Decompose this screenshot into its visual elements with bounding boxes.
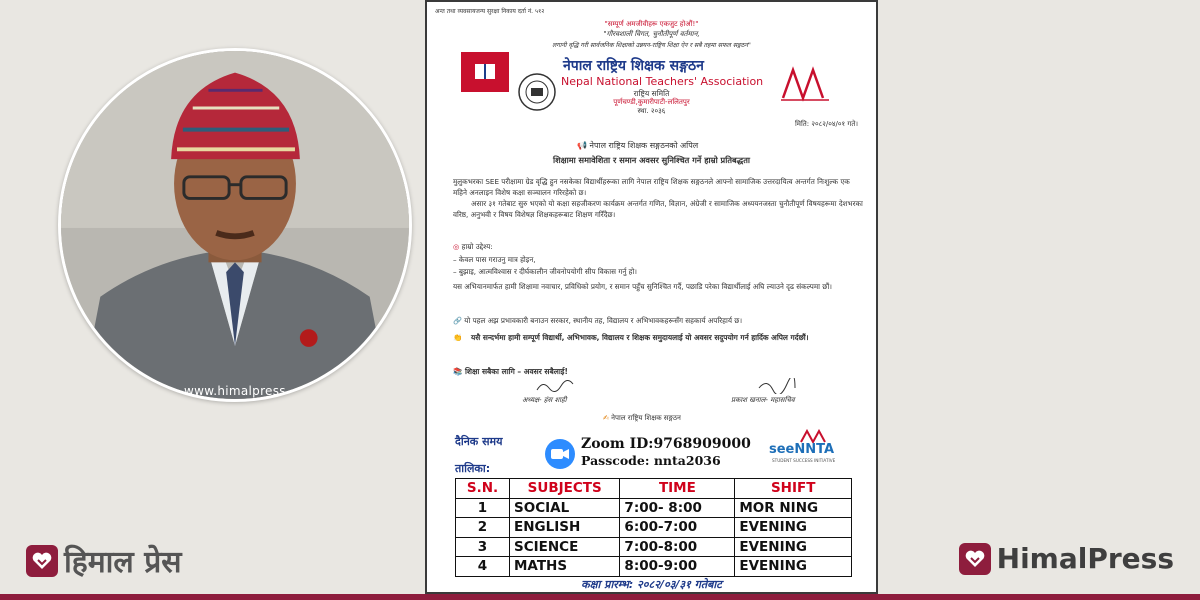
daily-time-label: दैनिक समय (455, 435, 503, 448)
paragraph-5: 👏 यसै सन्दर्भमा हामी सम्पूर्ण विद्यार्थी, अभिभावक, विद्यालय र शिक्षक समुदायलाई यो अवसर सदुपयोग गर्न हार्दिक अपिल गर्दछौं। (453, 333, 809, 342)
brand-text-english: HimalPress (996, 542, 1174, 575)
himalpress-logo-nepali (26, 540, 182, 581)
cell-subject: SCIENCE (510, 537, 620, 557)
heart-icon (959, 543, 991, 575)
see-nnta-tagline: STUDENT SUCCESS INITIATIVE (772, 458, 836, 463)
zoom-passcode: Passcode: nnta2036 (581, 453, 721, 468)
table-header-row (456, 479, 852, 499)
org-name-nepali: नेपाल राष्ट्रिय शिक्षक सङ्गठन (563, 58, 704, 74)
slogan-3: लगानी वृद्धि गरी सार्वजनिक शिक्षाको उन्नयन-राष्ट्रिय शिक्षा ऐन र सबै तहमा सफल सङ्गठन" (552, 42, 751, 49)
cell-sn: 1 (456, 498, 510, 518)
address-line: पूर्णचण्डी,कुमारीपाटी-ललितपुर (613, 98, 690, 106)
books-icon: 📚 (453, 367, 463, 376)
cell-sn: 3 (456, 537, 510, 557)
cell-sn: 2 (456, 518, 510, 538)
class-start-line: कक्षा प्रारम्भ: २०८२/०३/३१ गतेबाट (581, 578, 722, 591)
table-row (456, 537, 852, 557)
header-sn: S.N. (456, 479, 510, 499)
cell-shift: MOR NING (735, 498, 852, 518)
cell-shift: EVENING (735, 518, 852, 538)
aim-1: – केवल पास गराउनु मात्र होइन, (453, 255, 536, 264)
cell-subject: MATHS (510, 557, 620, 577)
writing-hand-icon: ✍ (603, 414, 609, 422)
flag-book-icon (461, 52, 509, 92)
closing-line: 📚 शिक्षा सबैका लागि – अवसर सबैलाई! (453, 367, 568, 376)
paragraph-3: यस अभियानमार्फत हामी शिक्षामा नवाचार, प्रविधिको प्रयोग, र समान पहुँच सुनिश्चित गर्दै, पछाडि परेका विद्यार्थीलाई अघि ल्याउने दृढ संकल्पमा छौं। (453, 282, 832, 291)
paragraph-4: 🔗 यो पहल अझ प्रभावकारी बनाउन सरकार, स्थानीय तह, विद्यालय र अभिभावकहरूसँग सहकार्य अपरिहार्य छ। (453, 316, 743, 325)
schedule-table (455, 478, 852, 577)
link-icon: 🔗 (453, 316, 462, 325)
paragraph-1: मुलुकभरका SEE परीक्षामा ग्रेड वृद्धि हुन नसकेका विद्यार्थीहरूका लागि नेपाल राष्ट्रिय शिक्षक सङ्गठनले आफ्नो सामाजिक उत्तरदायित्व अन्तर्गत निःशुल्क एक महिने अनलाइन विशेष कक्षा सञ्चालन गरिरहेको छ। (453, 177, 850, 197)
org-name-english: Nepal National Teachers' Association (561, 75, 764, 88)
brand-text-nepali: हिमाल प्रेस (64, 545, 182, 580)
cell-subject: ENGLISH (510, 518, 620, 538)
cell-shift: EVENING (735, 537, 852, 557)
signatory-1: अध्यक्ष- हंस शाही (522, 396, 567, 404)
cell-time: 6:00-7:00 (620, 518, 735, 538)
portrait-photo (58, 48, 412, 402)
cell-time: 7:00- 8:00 (620, 498, 735, 518)
table-row (456, 557, 852, 577)
zoom-icon (545, 439, 575, 469)
committee-name: राष्ट्रिय समिति (633, 89, 670, 98)
slogan-1: "सम्पूर्ण अमजीवीहरू एकजुट होऔं!" (604, 20, 699, 28)
handshake-icon: 👏 (453, 333, 463, 342)
paragraph-2: असार ३१ गतेबाट सुरु भएको यो कक्षा सहजीकरण कार्यक्रम अन्तर्गत गणित, विज्ञान, अंग्रेजी र सामाजिक अध्ययनजस्ता चुनौतीपूर्ण विषयहरूमा देशभरका वरिष्ठ, अनुभवी र विषय विशेषज्ञ शिक्षकहरूबाट शिक्षण गरिँदैछ। (453, 199, 863, 219)
notice-document (425, 0, 878, 594)
schedule-label: तालिका: (455, 462, 491, 475)
cell-shift: EVENING (735, 557, 852, 577)
established-line: स्था. २०३६ (637, 107, 666, 115)
registration-line: अन्त तथा व्यवसायजन्य सुरक्षा निकाय दर्ता नं. ५१२ (435, 8, 545, 15)
cell-time: 7:00-8:00 (620, 537, 735, 557)
cell-sn: 4 (456, 557, 510, 577)
see-nnta-logo-icon (799, 429, 829, 443)
zoom-id: Zoom ID:9768909000 (581, 436, 751, 452)
bottom-accent-bar (0, 594, 1200, 600)
target-icon: ◎ (453, 242, 460, 251)
aims-title: ◎ हाम्रो उद्देश्य: (453, 242, 493, 251)
cell-subject: SOCIAL (510, 498, 620, 518)
megaphone-icon: 📢 (577, 141, 587, 150)
photo-watermark: www.himalpress (184, 384, 286, 398)
appeal-title: 📢 नेपाल राष्ट्रिय शिक्षक सङ्गठनको अपिल (577, 141, 699, 150)
slogan-2: "गौरवशाली विगत, चुनौतीपूर्ण वर्तमान, (603, 30, 700, 38)
notice-subtitle: शिक्षामा समावेशिता र समान अवसर सुनिश्चित गर्ने हाम्रो प्रतिबद्धता (553, 155, 750, 165)
aim-2: – बुझाइ, आत्मविश्वास र दीर्घकालीन जीवनोपयोगी सीप विकास गर्नु हो। (453, 267, 638, 276)
heart-icon (26, 545, 58, 577)
see-nnta-logo: seeNNTA (769, 442, 835, 457)
nnta-logo-icon (779, 64, 831, 102)
signature-2 (757, 378, 797, 394)
signatory-2: प्रकाश खनाल- महासचिव (731, 396, 795, 404)
header-time: TIME (620, 479, 735, 499)
cell-time: 8:00-9:00 (620, 557, 735, 577)
portrait-illustration (61, 51, 409, 399)
table-row (456, 518, 852, 538)
signature-1 (535, 378, 575, 394)
notice-date: मिति: २०८२/०४/०१ गते। (794, 120, 858, 128)
header-shift: SHIFT (735, 479, 852, 499)
header-subjects: SUBJECTS (510, 479, 620, 499)
himalpress-logo-english (959, 542, 1174, 575)
table-row (456, 498, 852, 518)
footer-org: ✍ नेपाल राष्ट्रिय शिक्षक सङ्गठन (603, 414, 681, 422)
